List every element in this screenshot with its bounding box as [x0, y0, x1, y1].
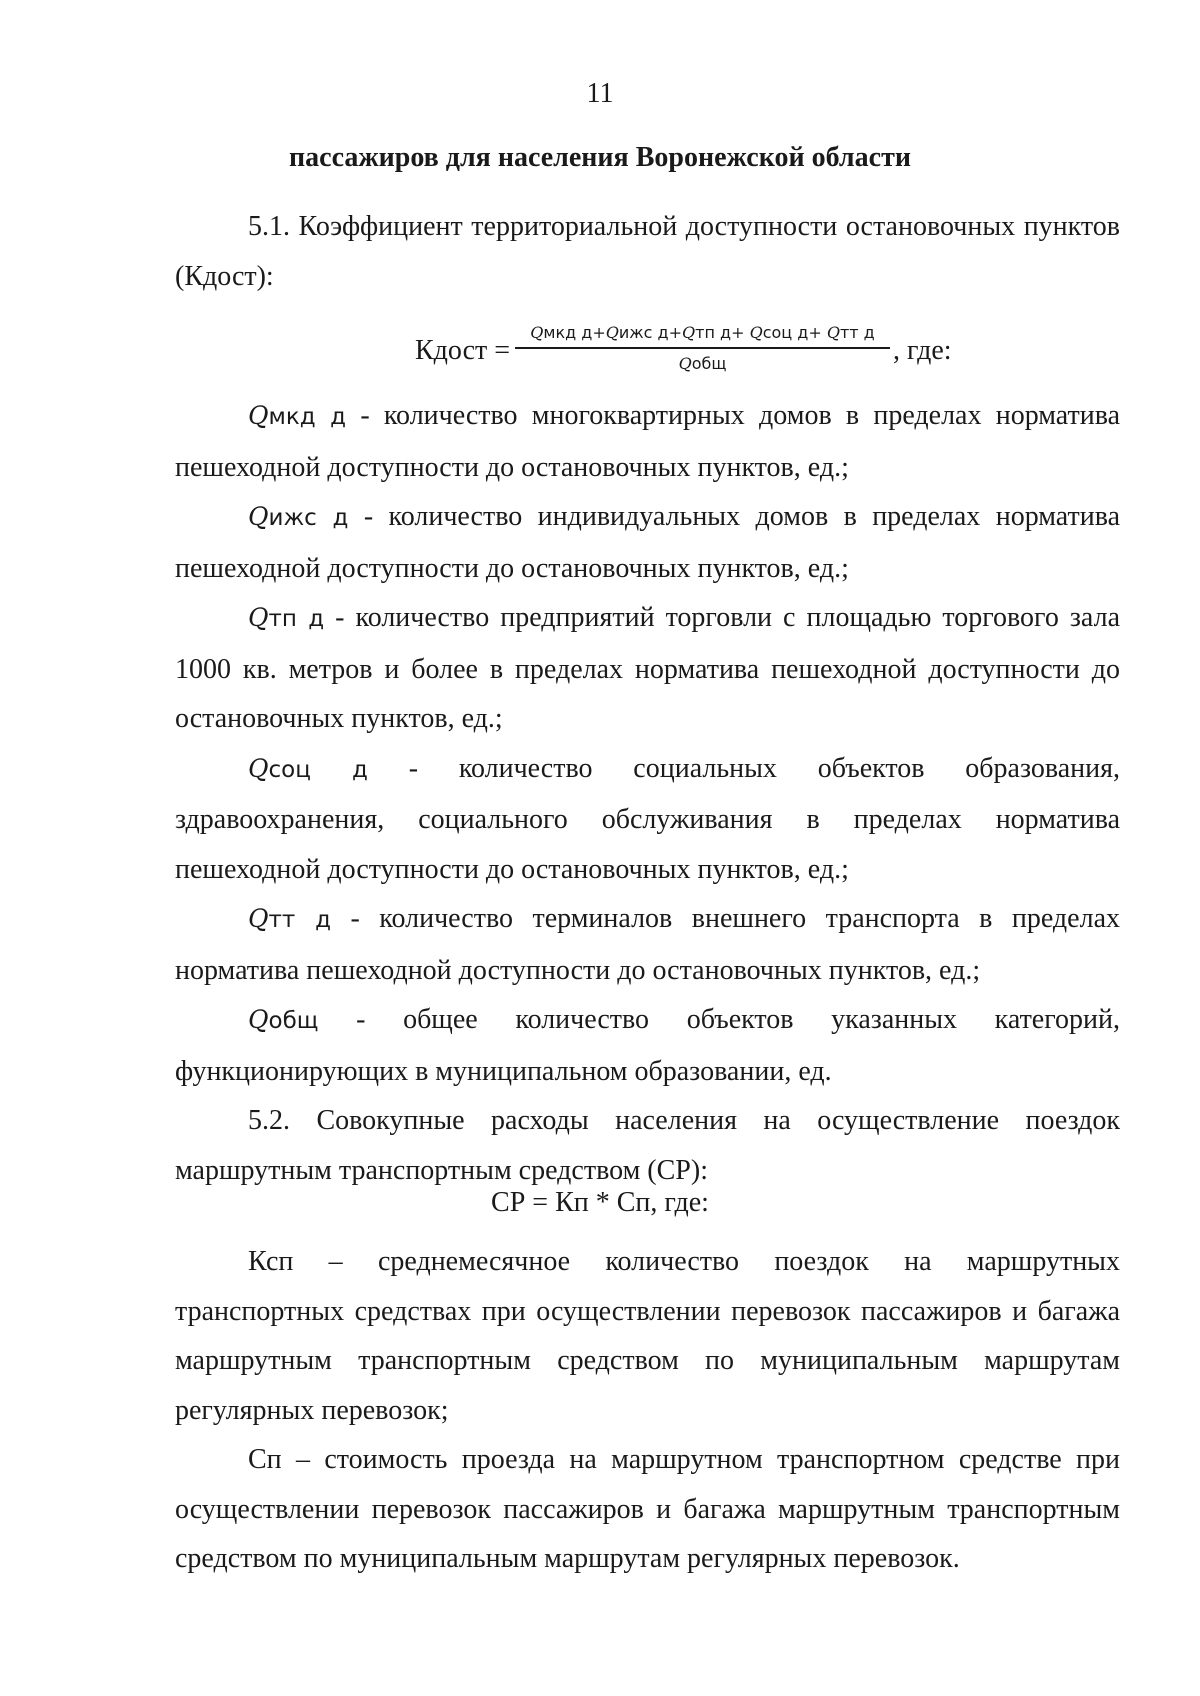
- num-term-5-symbol: + Q: [808, 323, 840, 342]
- formula-fraction: [515, 322, 890, 375]
- def-3-sub: тп д: [268, 606, 325, 632]
- sr-formula: СР = Кп * Сп, где:: [491, 1187, 709, 1218]
- def-5-sub: тт д: [268, 907, 331, 933]
- def-2-symbol: Q: [248, 502, 269, 531]
- section-5-2-definitions: [175, 1237, 1120, 1584]
- def-3-symbol: Q: [248, 603, 269, 632]
- page-number: 11: [586, 78, 614, 109]
- definition-qizhs: [175, 492, 1120, 593]
- definition-qtt: [175, 894, 1120, 995]
- section-5-2-text: 5.2. Совокупные расходы населения на осуществление поездок маршрутным транспортным средством (СР):: [175, 1105, 1120, 1186]
- num-term-2-sub: ижс д: [618, 323, 669, 342]
- definition-qtp: [175, 593, 1120, 744]
- num-term-1-sub: мкд д: [543, 323, 593, 342]
- den-sub: общ: [691, 353, 727, 373]
- formula-lhs: Кдост =: [415, 335, 511, 366]
- section-5-1-intro: [175, 202, 1120, 301]
- definition-sp: Сп – стоимость проезда на маршрутном транспортном средстве при осуществлении перевозок пассажиров и багажа маршрутным транспортным средством по муниципальным маршрутам регулярных перевозок.: [175, 1444, 1120, 1574]
- formula-suffix: , где:: [893, 335, 952, 366]
- num-term-1-symbol: Q: [530, 323, 544, 342]
- def-6-symbol: Q: [248, 1005, 269, 1034]
- num-term-5-sub: тт д: [839, 323, 875, 342]
- num-term-2-symbol: +Q: [592, 323, 619, 342]
- section-heading: пассажиров для населения Воронежской области: [289, 142, 911, 173]
- def-1-sub: мкд д: [268, 404, 347, 430]
- den-symbol: Q: [678, 353, 692, 373]
- definitions-list: [175, 391, 1120, 1195]
- def-6-text: - общее количество объектов указанных категорий, функционирующих в муниципальном образовании, ед.: [175, 1004, 1120, 1087]
- def-1-symbol: Q: [248, 401, 269, 430]
- def-4-symbol: Q: [248, 753, 269, 783]
- def-2-text: - количество индивидуальных домов в пределах норматива пешеходной доступности до остановочных пунктов, ед.;: [175, 501, 1120, 584]
- def-1-text: - количество многоквартирных домов в пределах норматива пешеходной доступности до остановочных пунктов, ед.;: [175, 400, 1121, 483]
- definition-qsots: [175, 744, 1120, 895]
- definition-qmkd: [175, 391, 1120, 492]
- formula-denominator: [515, 353, 890, 375]
- def-5-symbol: Q: [248, 904, 269, 933]
- section-5-1-text: 5.1. Коэффициент территориальной доступности остановочных пунктов (Кдост):: [175, 211, 1120, 292]
- num-term-3-sub: тп д: [695, 323, 732, 342]
- num-term-3-symbol: +Q: [668, 323, 696, 342]
- def-4-sub: соц д: [268, 756, 368, 783]
- def-3-text: - количество предприятий торговли с площадью торгового зала 1000 кв. метров и более в пределах норматива пешеходной доступности до остановочных пунктов, ед.;: [175, 602, 1120, 734]
- def-4-text: - количество социальных объектов образования, здравоохранения, социального обслуживания в пределах норматива пешеходной доступности до остановочных пунктов, ед.;: [175, 752, 1120, 885]
- num-term-4-symbol: + Q: [731, 323, 763, 342]
- definition-qobshch: [175, 995, 1120, 1096]
- def-5-text: - количество терминалов внешнего транспорта в пределах норматива пешеходной доступности до остановочных пунктов, ед.;: [175, 903, 1120, 986]
- def-2-sub: ижс д: [268, 505, 349, 531]
- def-6-sub: общ: [268, 1008, 319, 1034]
- definition-ksp: Ксп – среднемесячное количество поездок на маршрутных транспортных средствах при осуществлении перевозок пассажиров и багажа маршрутным транспортным средством по муниципальным маршрутам регулярных перевозок;: [175, 1246, 1120, 1426]
- fraction-bar: [515, 347, 890, 349]
- formula-numerator: [515, 322, 890, 344]
- num-term-4-sub: соц д: [762, 323, 809, 342]
